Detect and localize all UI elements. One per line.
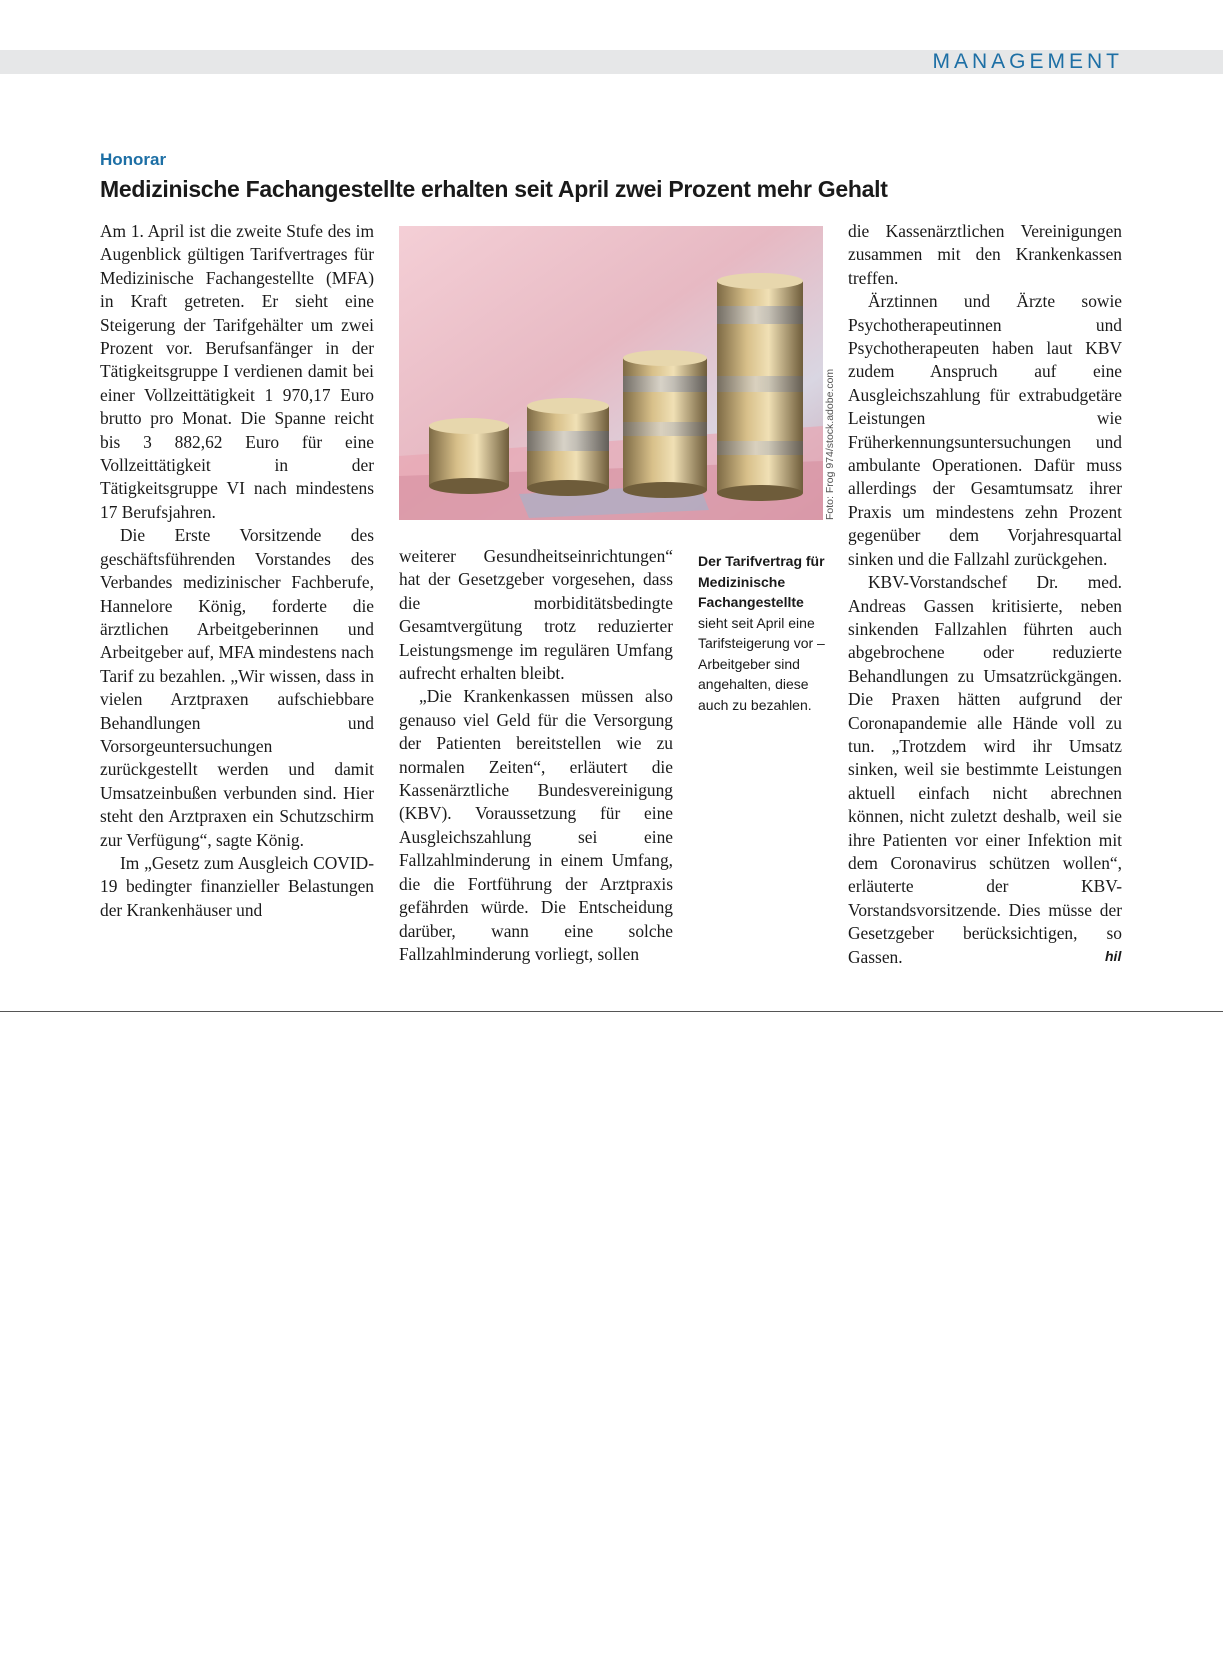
paragraph: „Die Krankenkassen müssen also genauso viel Geld für die Versorgung der Patienten bereitstellen wie zu normalen Zeiten“, erläutert die Kassenärztliche Bundesvereinigung (KBV). Voraussetzung für eine Ausgleichszahlung sei eine Fallzahlminderung in einem Umfang, die die Fortführung der Arztpraxis gefährden würde. Die Entscheidung darüber, wann eine solche Fallzahlminderung vorliegt, sollen: [399, 686, 673, 964]
paragraph: KBV-Vorstandschef Dr. med. Andreas Gassen kritisierte, neben sinkenden Fallzahlen führten auch abgebrochene oder reduzierte Behandlungen zu Umsatzrückgängen. Die Praxen hätten aufgrund der Coronapandemie alle Hände voll zu tun. „Trotzdem wird ihr Umsatz sinken, weil sie bestimmte Leistungen aktuell einfach nicht abrechnen können, nicht zuletzt deshalb, weil sie ihre Patienten vor einer Infektion mit dem Coronavirus schützen wollen“, erläuterte der KBV-Vorstandsvorsitzende. Dies müsse der Gesetzgeber berücksichtigen, so Gassen.: [848, 572, 1122, 967]
paragraph: Ärztinnen und Ärzte sowie Psychotherapeutinnen und Psychotherapeuten haben laut KBV zudem Anspruch auf eine Ausgleichszahlung für extrabudgetäre Leistungen wie Früherkennungsuntersuchungen und ambulante Operationen. Dafür muss allerdings der Gesamtumsatz ihrer Praxis um mindestens zehn Prozent gegenüber dem Vorjahresquartal sinken und die Fallzahl zurückgehen.: [848, 291, 1122, 569]
caption-text: sieht seit April eine Tarifsteigerung vor – Arbeitgeber sind angehalten, diese auch zu bezahlen.: [698, 614, 825, 713]
paragraph: Die Erste Vorsitzende des geschäftsführenden Vorstandes des Verbandes medizinischer Fachberufe, Hannelore König, forderte die ärztlichen Arbeitgeberinnen und Arbeitgeber auf, MFA mindestens nach Tarif zu bezahlen. „Wir wissen, dass in vielen Arztpraxen aufschiebbare Behandlungen und Vorsorgeuntersuchungen zurückgestellt werden und damit Umsatzeinbußen verbunden sind. Hier steht den Arztpraxen ein Schutzschirm zur Verfügung“, sagte König.: [100, 525, 374, 850]
author-signature: hil: [1105, 948, 1122, 964]
article-column-1: [100, 220, 374, 922]
article-column-2: [399, 545, 673, 966]
article-kicker: Honorar: [100, 150, 167, 169]
paragraph: Im „Gesetz zum Ausgleich COVID-19 bedingter finanzieller Belastungen der Krankenhäuser und: [100, 852, 374, 920]
photo-credit: Foto: Frog 974/stock.adobe.com: [824, 368, 836, 520]
photo-caption: [698, 551, 828, 715]
caption-title: Der Tarifvertrag für Medizinische Fachangestellte: [698, 553, 825, 610]
section-label: MANAGEMENT: [932, 50, 1123, 73]
coin-stacks-photo: [399, 226, 823, 520]
coin-stacks-image: [399, 226, 823, 520]
bottom-divider: [0, 1011, 1223, 1012]
paragraph: weiterer Gesundheitseinrichtungen“ hat der Gesetzgeber vorgesehen, dass die morbiditätsbedingte Gesamtvergütung trotz reduzierter Leistungsmenge im regulären Umfang aufrecht erhalten bleibt.: [399, 546, 673, 684]
paragraph: Am 1. April ist die zweite Stufe des im Augenblick gültigen Tarifvertrages für Medizinische Fachangestellte (MFA) in Kraft getreten. Er sieht eine Steigerung der Tarifgehälter um zwei Prozent vor. Berufsanfänger in der Tätigkeitsgruppe I verdienen damit bei einer Vollzeittätigkeit 1 970,17 Euro brutto pro Monat. Die Spanne reicht bis 3 882,62 Euro für eine Vollzeittätigkeit in der Tätigkeitsgruppe VI nach mindestens 17 Berufsjahren.: [100, 221, 374, 522]
paragraph: die Kassenärztlichen Vereinigungen zusammen mit den Krankenkassen treffen.: [848, 221, 1122, 288]
article-headline: Medizinische Fachangestellte erhalten seit April zwei Prozent mehr Gehalt: [100, 176, 888, 202]
article-column-3: [848, 220, 1122, 969]
